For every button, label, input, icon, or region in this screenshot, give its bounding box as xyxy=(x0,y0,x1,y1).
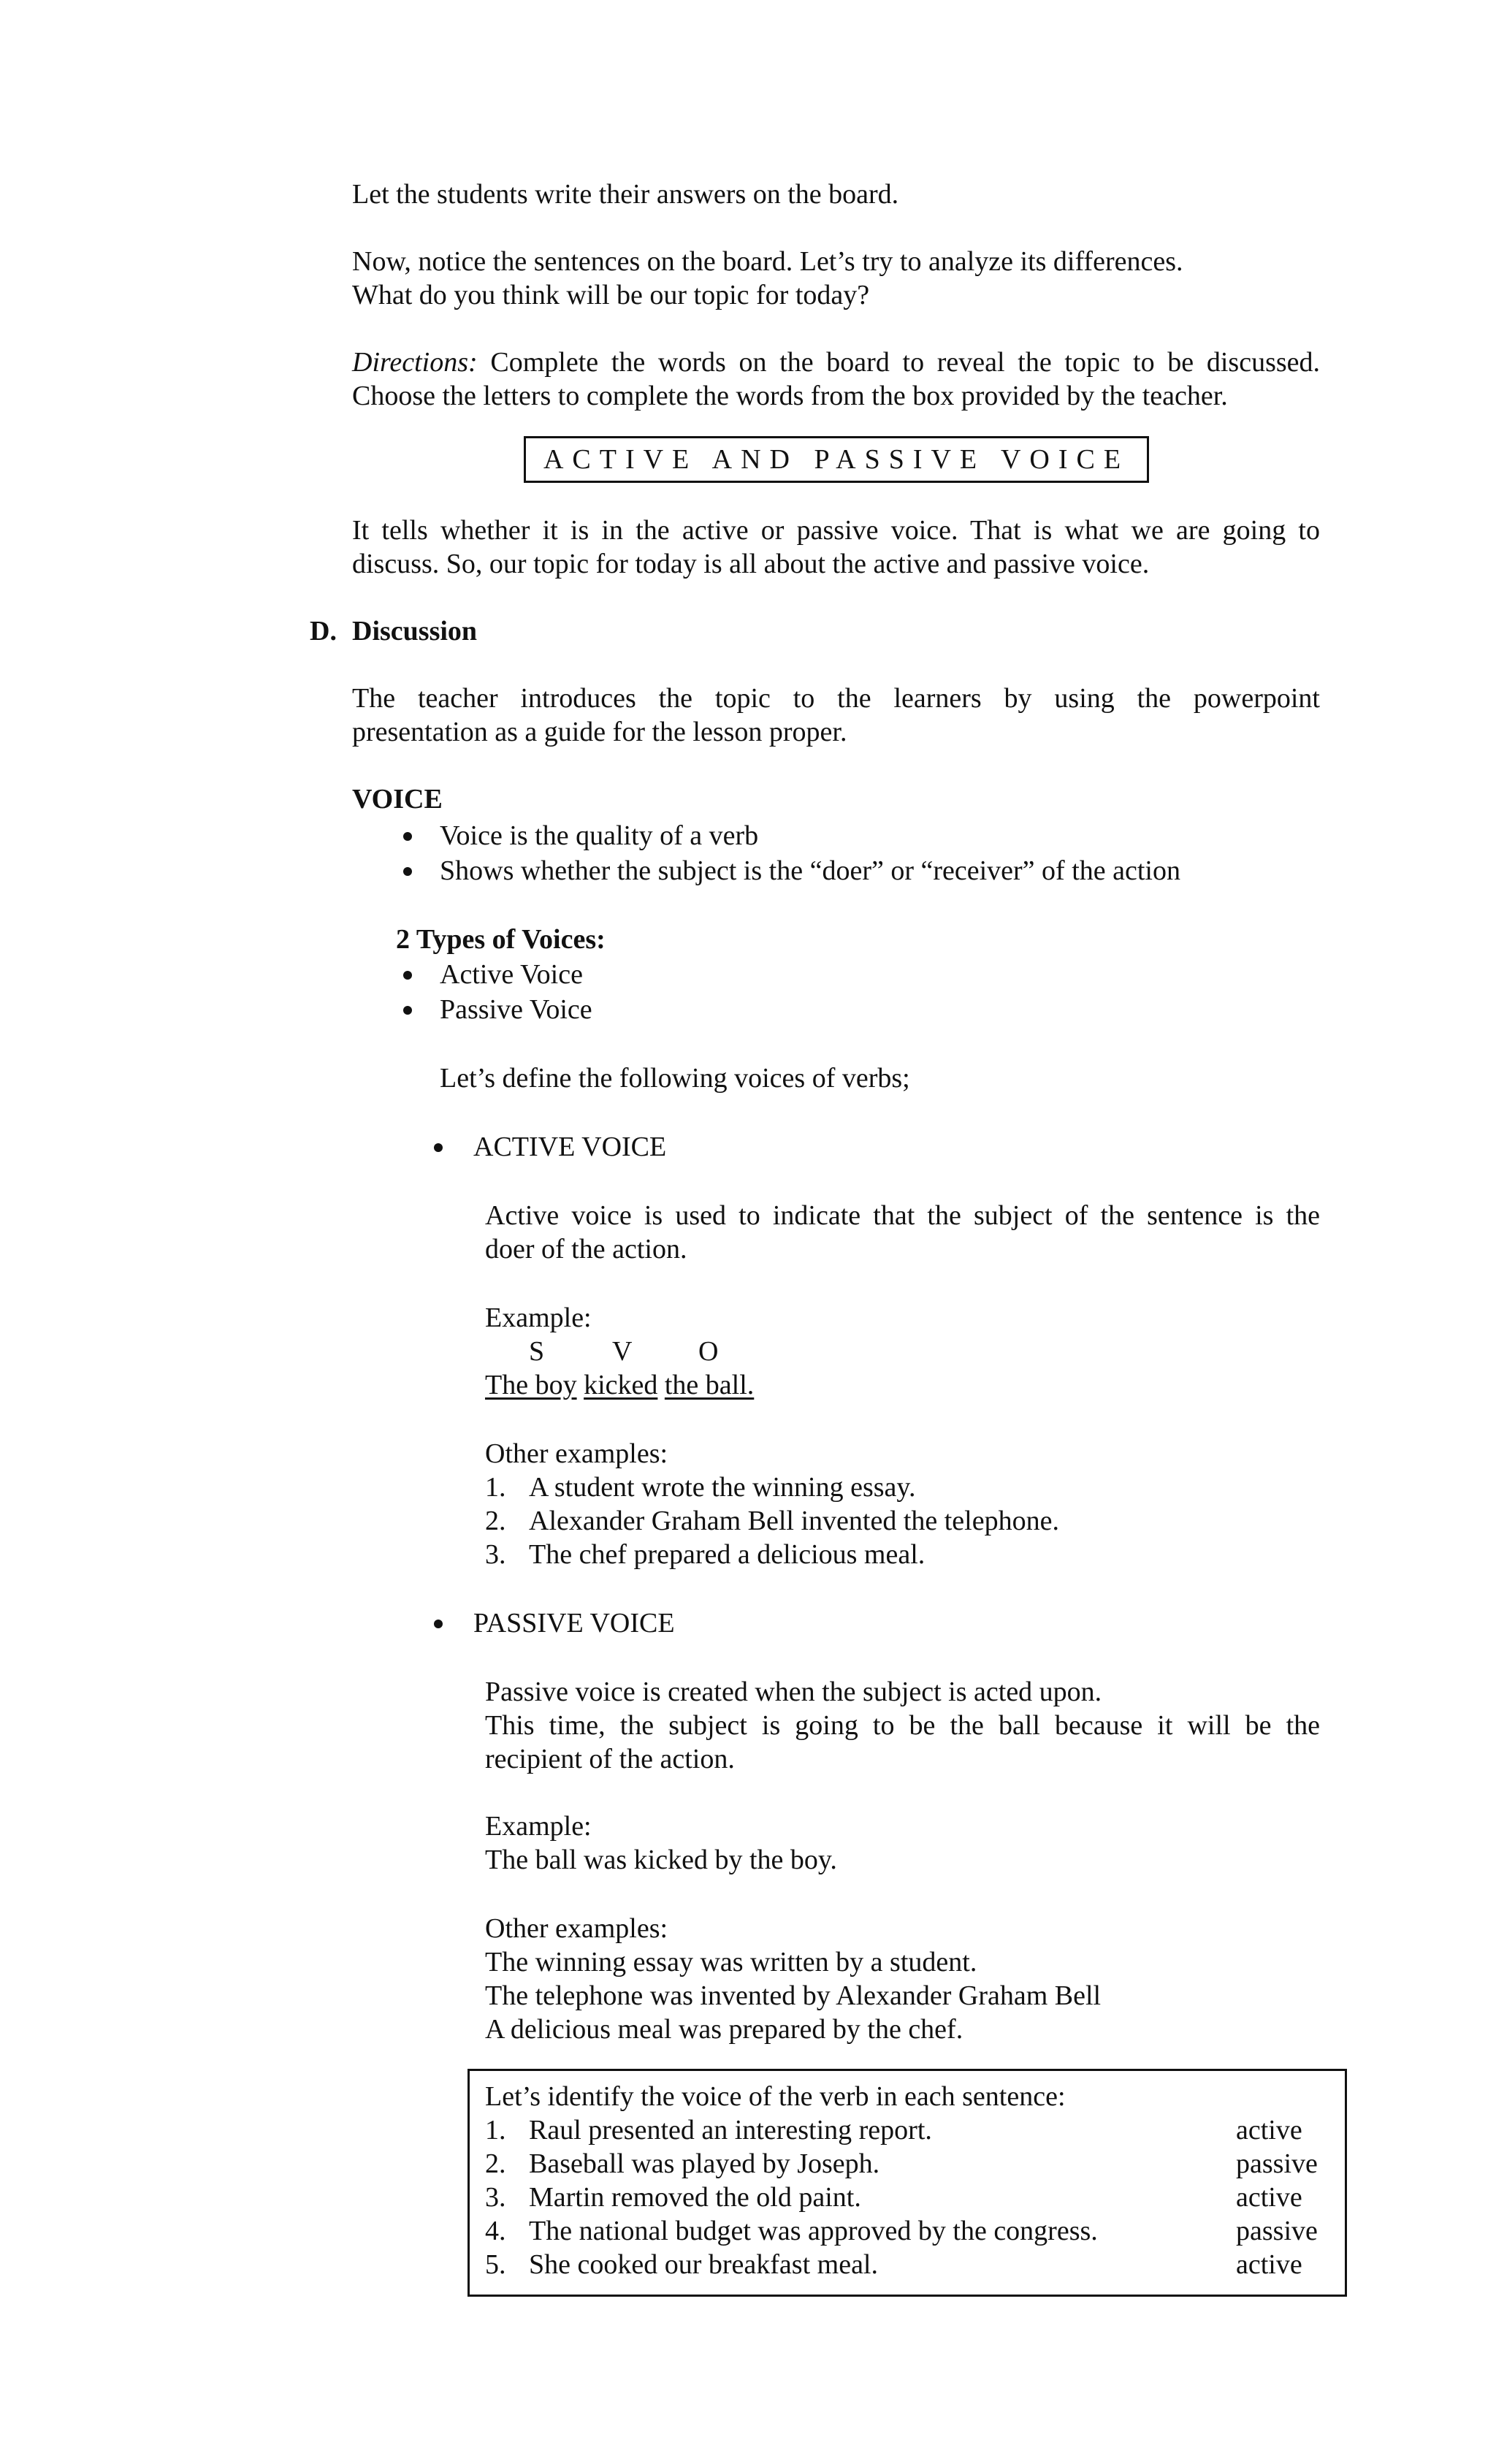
notice-line-2: What do you think will be our topic for today? xyxy=(352,280,870,310)
quiz-item-text: Martin removed the old paint. xyxy=(529,2182,861,2213)
bullet-icon xyxy=(403,971,412,980)
type-active: Active Voice xyxy=(440,959,583,990)
quiz-item-text: The national budget was approved by the congress. xyxy=(529,2216,1098,2246)
active-other-num: 1. xyxy=(485,1472,506,1503)
passive-other-item: The winning essay was written by a student. xyxy=(485,1947,977,1977)
active-example-sentence xyxy=(485,1368,754,1403)
active-other-label: Other examples: xyxy=(485,1438,668,1469)
example-object: the ball. xyxy=(664,1370,755,1400)
active-other-item: A student wrote the winning essay. xyxy=(529,1472,916,1503)
passive-example-sentence: The ball was kicked by the boy. xyxy=(485,1845,837,1875)
section-letter: D. xyxy=(310,616,337,646)
passive-other-item: The telephone was invented by Alexander Graham Bell xyxy=(485,1980,1102,2011)
bullet-icon xyxy=(434,1620,443,1628)
quiz-item-answer: passive xyxy=(1236,2216,1318,2246)
passive-example-label: Example: xyxy=(485,1811,592,1842)
directions-line-1 xyxy=(352,345,1320,380)
section-heading: Discussion xyxy=(352,616,478,646)
quiz-box xyxy=(468,2069,1347,2297)
voice-bullet-1: Voice is the quality of a verb xyxy=(440,820,759,851)
active-heading: ACTIVE VOICE xyxy=(473,1132,667,1162)
passive-def-3: recipient of the action. xyxy=(485,1744,735,1774)
active-other-item: The chef prepared a delicious meal. xyxy=(529,1539,926,1570)
directions-line-2: Choose the letters to complete the words from the box provided by the teacher. xyxy=(352,381,1228,411)
bullet-icon xyxy=(403,832,412,841)
svo-object: O xyxy=(698,1336,719,1367)
voice-bullet-2: Shows whether the subject is the “doer” or “receiver” of the action xyxy=(440,855,1180,886)
example-verb: kicked xyxy=(584,1370,658,1400)
quiz-item-num: 3. xyxy=(485,2182,506,2213)
active-def-2: doer of the action. xyxy=(485,1234,687,1265)
types-heading: 2 Types of Voices: xyxy=(396,924,606,955)
quiz-item-num: 5. xyxy=(485,2249,506,2280)
quiz-item-text: Raul presented an interesting report. xyxy=(529,2115,932,2145)
passive-def-2: This time, the subject is going to be the ball because it will be the xyxy=(485,1710,1320,1741)
svo-subject: S xyxy=(529,1336,545,1367)
active-def-1: Active voice is used to indicate that the subject of the sentence is the xyxy=(485,1200,1320,1231)
voice-heading: VOICE xyxy=(352,784,443,815)
svo-verb: V xyxy=(612,1336,633,1367)
active-other-num: 2. xyxy=(485,1506,506,1536)
topic-box: ACTIVE AND PASSIVE VOICE xyxy=(524,436,1149,483)
quiz-item-answer: active xyxy=(1236,2115,1302,2145)
instruction-text: Let the students write their answers on the board. xyxy=(352,179,899,210)
directions-text: Complete the words on the board to reveal the topic to be discussed. xyxy=(490,347,1321,378)
passive-other-item: A delicious meal was prepared by the chef. xyxy=(485,2014,963,2045)
example-subject: The boy xyxy=(485,1370,577,1400)
passive-heading: PASSIVE VOICE xyxy=(473,1608,675,1639)
quiz-item-answer: active xyxy=(1236,2249,1302,2280)
type-passive: Passive Voice xyxy=(440,994,592,1025)
tells-line-1: It tells whether it is in the active or passive voice. That is what we are going to xyxy=(352,515,1320,546)
active-example-label: Example: xyxy=(485,1302,592,1333)
discussion-intro-2: presentation as a guide for the lesson proper. xyxy=(352,717,847,747)
quiz-item-num: 4. xyxy=(485,2216,506,2246)
directions-label: Directions: xyxy=(352,347,478,378)
tells-line-2: discuss. So, our topic for today is all about the active and passive voice. xyxy=(352,549,1150,579)
passive-other-label: Other examples: xyxy=(485,1913,668,1944)
active-other-num: 3. xyxy=(485,1539,506,1570)
quiz-item-text: Baseball was played by Joseph. xyxy=(529,2148,880,2179)
quiz-item-answer: active xyxy=(1236,2182,1302,2213)
notice-line-1: Now, notice the sentences on the board. Let’s try to analyze its differences. xyxy=(352,246,1183,277)
active-other-item: Alexander Graham Bell invented the telephone. xyxy=(529,1506,1059,1536)
quiz-item-num: 2. xyxy=(485,2148,506,2179)
discussion-intro-1: The teacher introduces the topic to the learners by using the powerpoint xyxy=(352,683,1320,714)
bullet-icon xyxy=(403,867,412,876)
quiz-prompt: Let’s identify the voice of the verb in each sentence: xyxy=(485,2081,1066,2112)
quiz-item-text: She cooked our breakfast meal. xyxy=(529,2249,878,2280)
bullet-icon xyxy=(403,1006,412,1015)
quiz-item-answer: passive xyxy=(1236,2148,1318,2179)
define-text: Let’s define the following voices of verbs; xyxy=(440,1063,910,1094)
passive-def-1: Passive voice is created when the subject is acted upon. xyxy=(485,1677,1102,1707)
quiz-item-num: 1. xyxy=(485,2115,506,2145)
bullet-icon xyxy=(434,1143,443,1152)
